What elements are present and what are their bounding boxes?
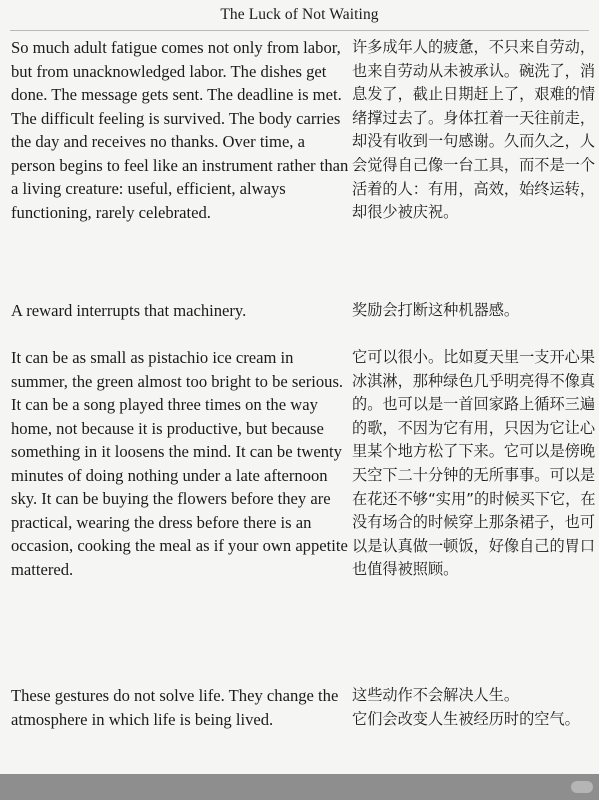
paragraph-1-english: So much adult fatigue comes not only from labor, but from unacknowledged labor. The dishes get done. The message gets sent. The deadline is met. The difficult feeling is survived. The body carries the day and receives no thanks. Over time, a person begins to feel like an instrument rather than a living creature: useful, efficient, always functioning, rarely celebrated. — [11, 38, 349, 222]
paragraph-3-chinese: 它可以很小。比如夏天里一支开心果冰淇淋，那种绿色几乎明亮得不像真的。也可以是一首回家路上循环三遍的歌，不因为它有用，只因为它让心里某个地方松了下来。它可以是傍晚天空下二十分钟的无所事事。可以是在花还不够“实用”的时候买下它，在没有场合的时候穿上那条裙子，也可以是认真做一顿饭，好像自己的胃口也值得被照顾。 — [352, 348, 596, 579]
paragraph-4-english: These gestures do not solve life. They change the atmosphere in which life is being lived. — [11, 686, 339, 729]
bottom-bar — [0, 774, 599, 800]
watermark-logo — [571, 781, 593, 793]
paragraph-4-chinese: 这些动作不会解决人生。 它们会改变人生被经历时的空气。 — [352, 686, 580, 728]
paragraph-3-english: It can be as small as pistachio ice cream in summer, the green almost too bright to be serious. It can be a song played three times on the way home, not because it is productive, but because something in it loosens the mind. It can be twenty minutes of doing nothing under a late afternoon sky. It can be buying the flowers before they are practical, wearing the dress before there is an occasion, cooking the meal as if your own appetite mattered. — [11, 348, 348, 579]
paragraph-2-chinese: 奖励会打断这种机器感。 — [352, 301, 520, 319]
paragraph-1-chinese: 许多成年人的疲惫，不只来自劳动，也来自劳动从未被承认。碗洗了，消息发了，截止日期赶上了，艰难的情绪撑过去了。身体扛着一天往前走，却没有收到一句感谢。久而久之，人会觉得自己像一台工具，而不是一个活着的人：有用，高效，始终运转，却很少被庆祝。 — [352, 38, 595, 222]
header-divider — [10, 30, 589, 31]
page-title: The Luck of Not Waiting — [220, 6, 379, 23]
paragraph-2-english: A reward interrupts that machinery. — [11, 301, 247, 320]
